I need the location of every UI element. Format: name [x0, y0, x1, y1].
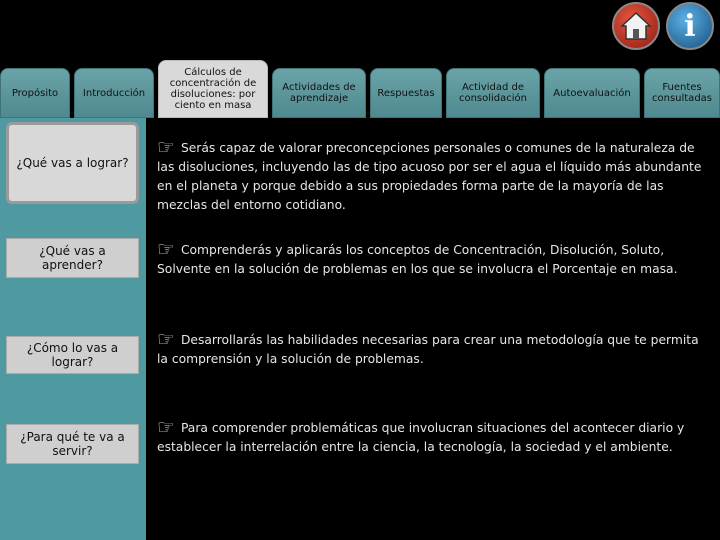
paragraph-text: Para comprender problemáticas que involucran situaciones del acontecer diario y establecer la interrelación entre la ciencia, la tecnología, la sociedad y el ambiente.	[157, 421, 685, 454]
sidebar-item-que-lograr[interactable]: ¿Qué vas a lograr?	[6, 122, 139, 204]
paragraph-4	[157, 415, 707, 457]
paragraph-text: Comprenderás y aplicarás los conceptos de Concentración, Disolución, Soluto, Solvente en la solución de problemas en los que se involucra el Porcentaje en masa.	[157, 243, 678, 276]
tab-calculos[interactable]: Cálculos de concentración de disoluciones: por ciento en masa	[158, 60, 268, 118]
tab-introduccion[interactable]: Introducción	[74, 68, 154, 118]
sidebar-item-para-que[interactable]: ¿Para qué te va a servir?	[6, 424, 139, 464]
pointing-hand-icon: ☞	[157, 327, 175, 351]
sidebar-item-que-aprender[interactable]: ¿Qué vas a aprender?	[6, 238, 139, 278]
paragraph-2	[157, 237, 707, 279]
pointing-hand-icon: ☞	[157, 237, 175, 261]
info-button[interactable]	[666, 2, 714, 50]
tab-respuestas[interactable]: Respuestas	[370, 68, 442, 118]
pointing-hand-icon: ☞	[157, 415, 175, 439]
paragraph-1	[157, 135, 707, 215]
info-icon: i	[684, 8, 696, 44]
paragraph-3	[157, 327, 707, 369]
tab-autoevaluacion[interactable]: Autoevaluación	[544, 68, 640, 118]
tab-consolidacion[interactable]: Actividad de consolidación	[446, 68, 540, 118]
tab-fuentes[interactable]: Fuentes consultadas	[644, 68, 720, 118]
paragraph-text: Serás capaz de valorar preconcepciones personales o comunes de la naturaleza de las disoluciones, incluyendo las de tipo acuoso por ser el agua el líquido más abundante en el planeta y porque debido a sus propiedades forma parte de la mayoría de las mezclas del entorno cotidiano.	[157, 141, 702, 212]
sidebar	[0, 118, 146, 540]
tab-actividades[interactable]: Actividades de aprendizaje	[272, 68, 366, 118]
pointing-hand-icon: ☞	[157, 135, 175, 159]
sidebar-item-como-lograr[interactable]: ¿Cómo lo vas a lograr?	[6, 336, 139, 374]
paragraph-text: Desarrollarás las habilidades necesarias para crear una metodología que te permita la comprensión y la solución de problemas.	[157, 333, 699, 366]
tab-proposito[interactable]: Propósito	[0, 68, 70, 118]
home-button[interactable]	[612, 2, 660, 50]
home-icon	[620, 11, 652, 41]
